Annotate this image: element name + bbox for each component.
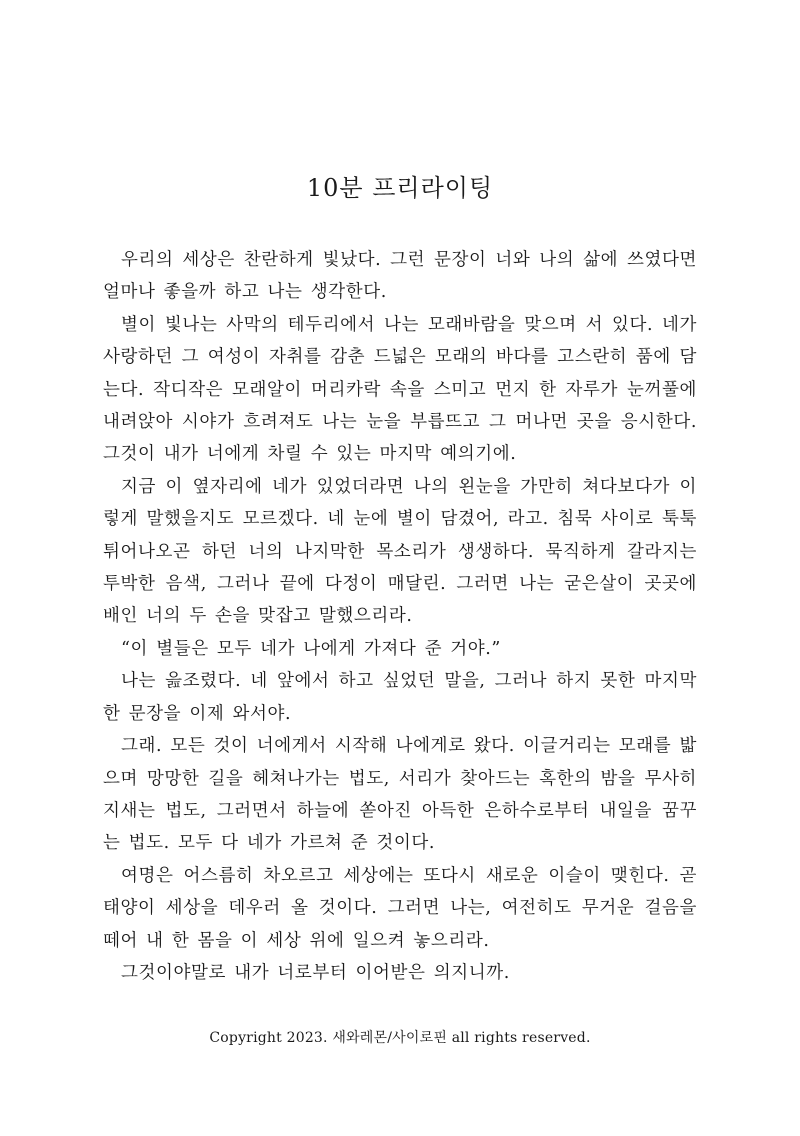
paragraph: 나는 읊조렸다. 네 앞에서 하고 싶었던 말을, 그러나 하지 못한 마지막 한 문장을 이제 와서야.: [103, 671, 697, 724]
paragraph: 그것이야말로 내가 너로부터 이어받은 의지니까.: [121, 962, 510, 983]
copyright-footer: Copyright 2023. 새와레몬/사이로핀 all rights reserved.: [209, 1030, 591, 1046]
paragraph: “이 별들은 모두 네가 나에게 가져다 준 거야.”: [121, 638, 501, 659]
document-body: [103, 244, 697, 989]
paragraph: 그래. 모든 것이 너에게서 시작해 나에게로 왔다. 이글거리는 모래를 밟으며 망망한 길을 헤쳐나가는 법도, 서리가 찾아드는 혹한의 밤을 무사히 지새는 법도, 그러면서 하늘에 쏟아진 아득한 은하수로부터 내일을 꿈꾸는 법도. 모두 다 네가 가르쳐 준 것이다.: [103, 736, 697, 854]
document-title: 10분 프리라이팅: [306, 174, 494, 202]
paragraph: 여명은 어스름히 차오르고 세상에는 또다시 새로운 이슬이 맺힌다. 곧 태양이 세상을 데우러 올 것이다. 그러면 나는, 여전히도 무거운 걸음을 떼어 내 한 몸을 이 세상 위에 일으켜 놓으리라.: [103, 865, 697, 951]
paragraph: 우리의 세상은 찬란하게 빛났다. 그런 문장이 너와 나의 삶에 쓰였다면 얼마나 좋을까 하고 나는 생각한다.: [103, 250, 697, 303]
paragraph: 지금 이 옆자리에 네가 있었더라면 나의 왼눈을 가만히 쳐다보다가 이렇게 말했을지도 모르겠다. 네 눈에 별이 담겼어, 라고. 침묵 사이로 툭툭 튀어나오곤 하던 너의 나지막한 목소리가 생생하다. 묵직하게 갈라지는 투박한 음색, 그러나 끝에 다정이 매달린. 그러면 나는 굳은살이 곳곳에 배인 너의 두 손을 맞잡고 말했으리라.: [103, 476, 697, 627]
paragraph: 별이 빛나는 사막의 테두리에서 나는 모래바람을 맞으며 서 있다. 네가 사랑하던 그 여성이 자취를 감춘 드넓은 모래의 바다를 고스란히 품에 담는다. 작디작은 모래알이 머리카락 속을 스미고 먼지 한 자루가 눈꺼풀에 내려앉아 시야가 흐려져도 나는 눈을 부릅뜨고 그 머나먼 곳을 응시한다. 그것이 내가 너에게 차릴 수 있는 마지막 예의기에.: [103, 314, 697, 465]
